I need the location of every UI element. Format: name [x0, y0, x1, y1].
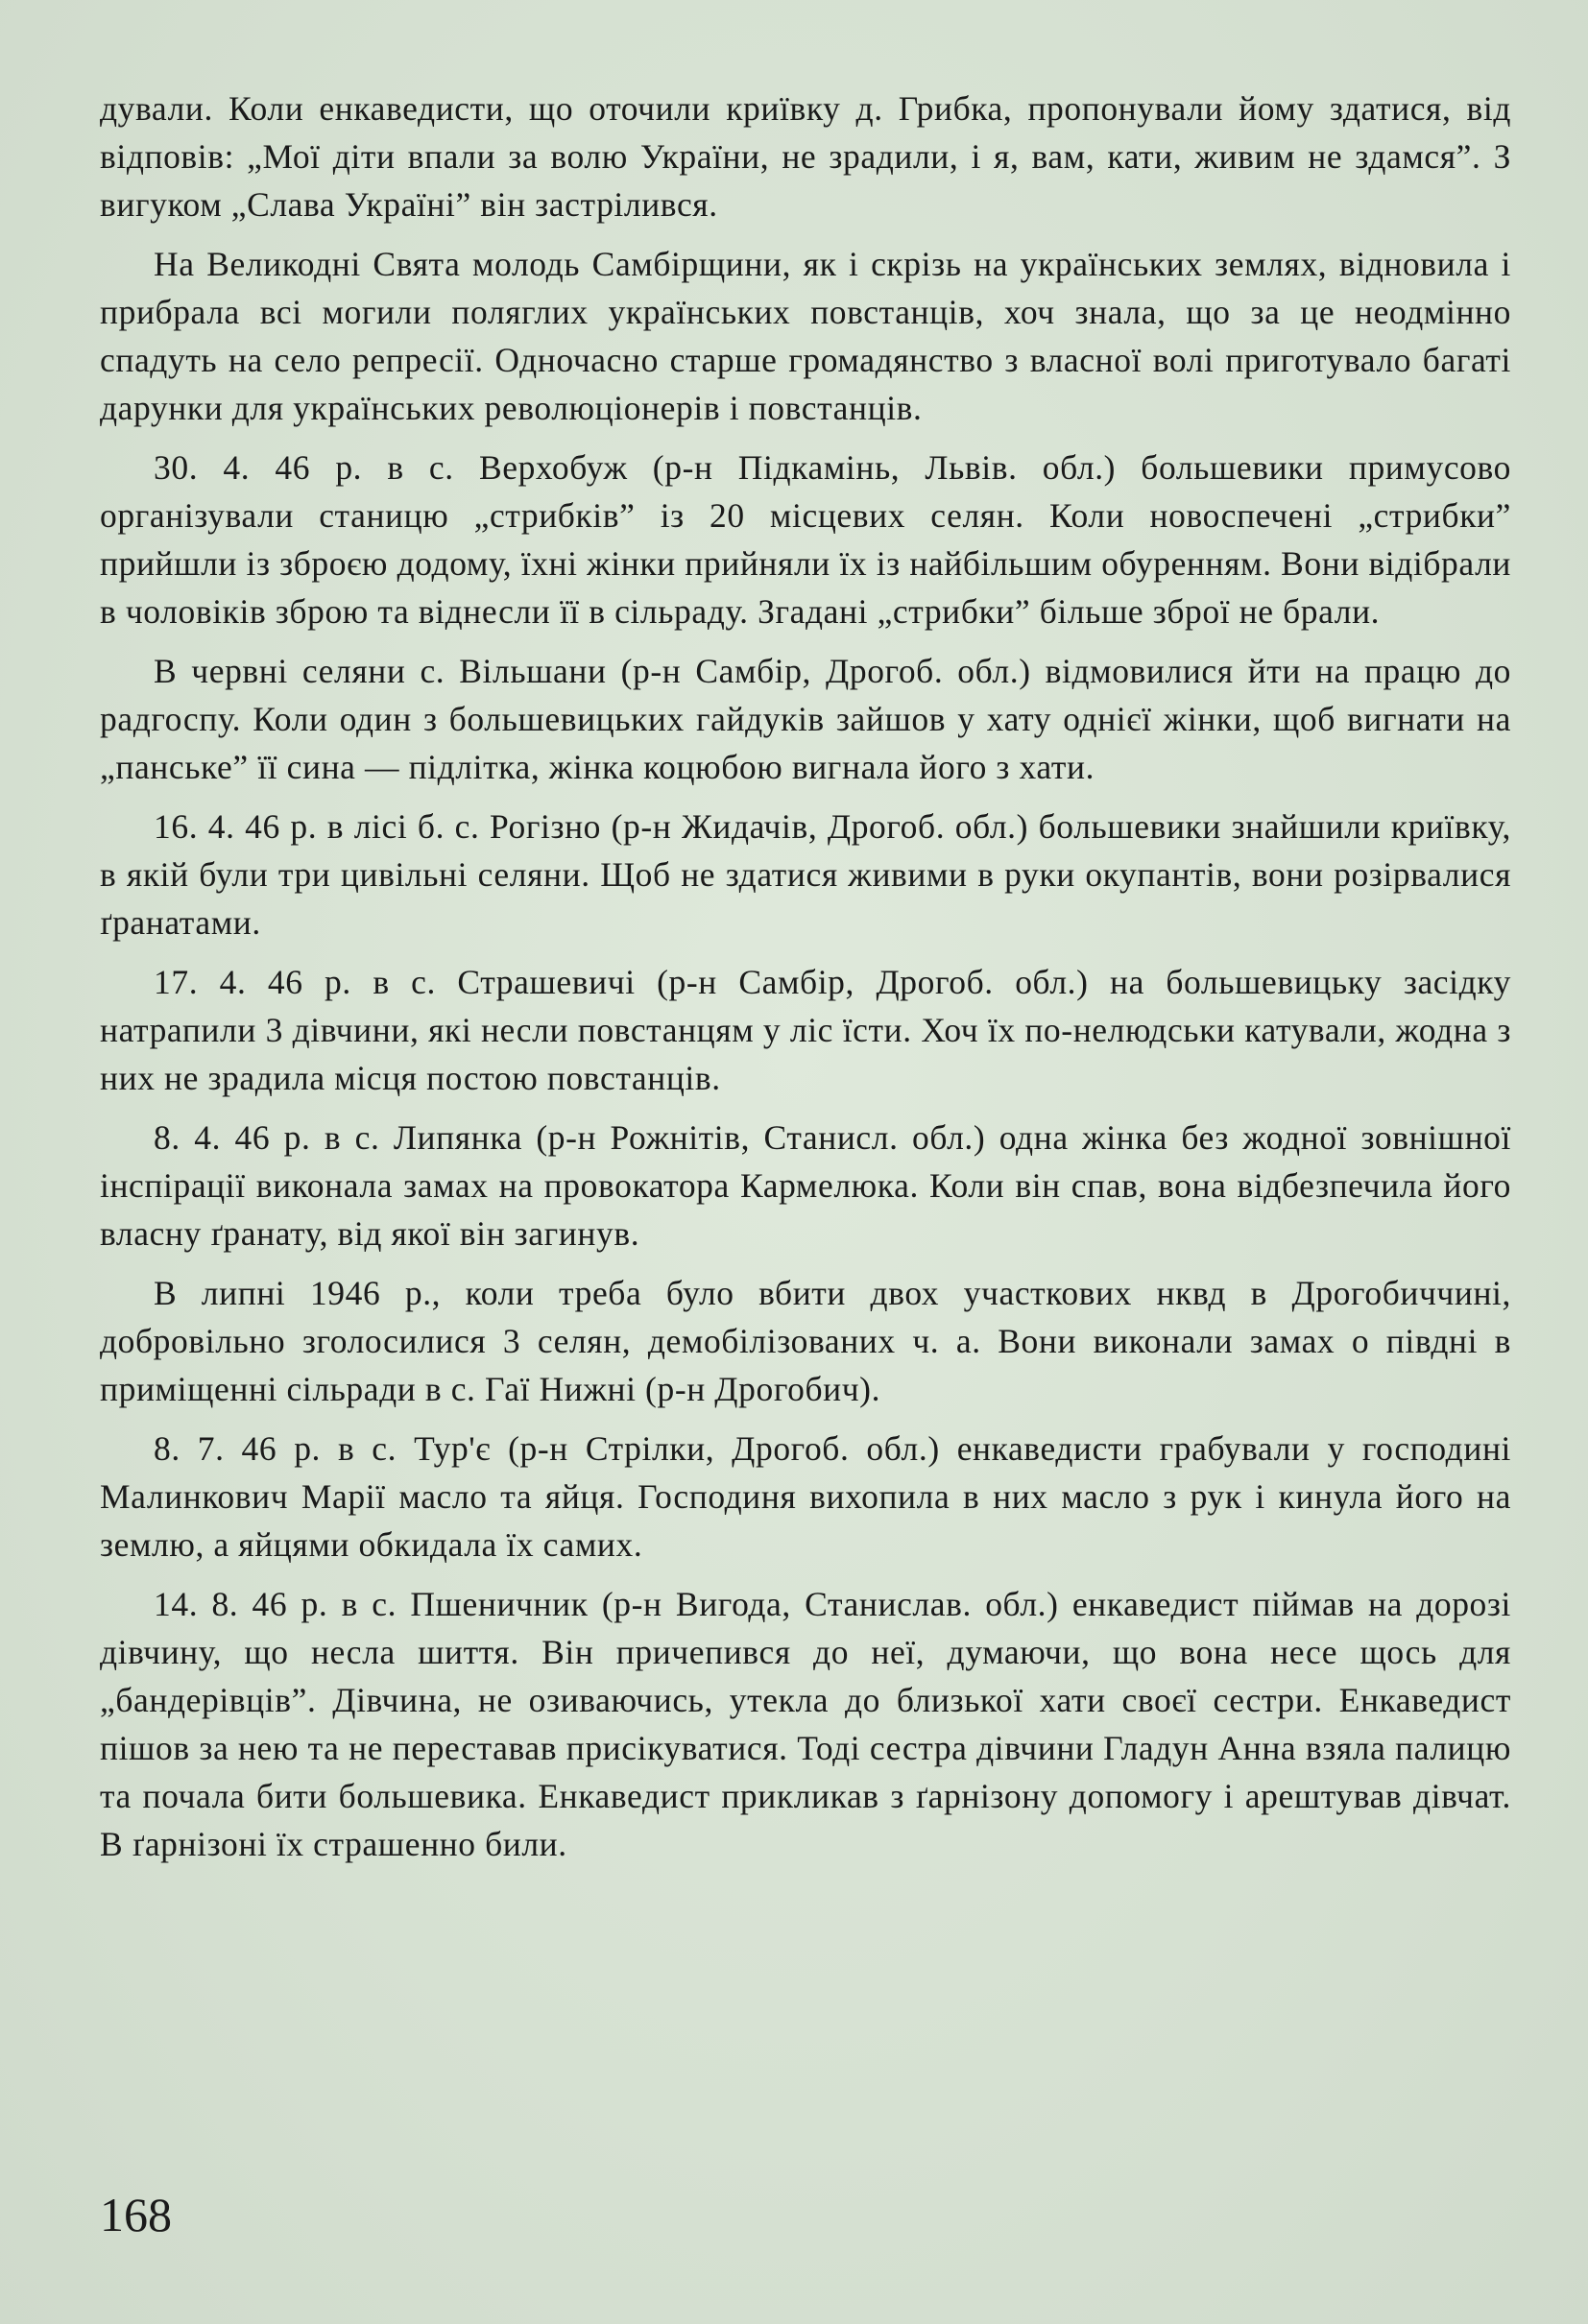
paragraph: 8. 7. 46 р. в с. Тур'є (р-н Стрілки, Дрогоб. обл.) енкаведисти грабували у господині Малинкович Марії масло та яйця. Господиня вихопила в них масло з рук і кинула його на землю, а яйцями обкидала їх самих.: [100, 1429, 1511, 1564]
paragraph: 16. 4. 46 р. в лісі б. с. Рогізно (р-н Жидачів, Дрогоб. обл.) большевики знайшили криївку, в якій були три цивільні селяни. Щоб не здатися живими в руки окупантів, вони розірвалися ґранатами.: [100, 807, 1511, 942]
paragraph: 17. 4. 46 р. в с. Страшевичі (р-н Самбір, Дрогоб. обл.) на большевицьку засідку натрапили 3 дівчини, які несли повстанцям у ліс їсти. Хоч їх по-нелюдськи катували, жодна з них не зрадила місця постою повстанців.: [100, 963, 1511, 1097]
paragraph: 30. 4. 46 р. в с. Верхобуж (р-н Підкамінь, Львів. обл.) большевики примусово організували станицю „стрибків” із 20 місцевих селян. Коли новоспечені „стрибки” прийшли із зброєю додому, їхні жінки прийняли їх із найбільшим обуренням. Вони відібрали в чоловіків зброю та віднесли її в сільраду. Згадані „стрибки” більше зброї не брали.: [100, 448, 1511, 631]
page-number: 168: [100, 2188, 172, 2241]
paragraph: 14. 8. 46 р. в с. Пшеничник (р-н Вигода, Станислав. обл.) енкаведист піймав на дорозі дівчину, що несла шиття. Він причепився до неї, думаючи, що вона несе щось для „бандерівців”. Дівчина, не озиваючись, утекла до близької хати своєї сестри. Енкаведист пішов за нею та не переставав присікуватися. Тоді сестра дівчини Гладун Анна взяла палицю та почала бити большевика. Енкаведист прикликав з ґарнізону допомогу і арештував дівчат. В ґарнізоні їх страшенно били.: [100, 1585, 1511, 1863]
paragraph: В липні 1946 р., коли треба було вбити двох участкових нквд в Дрогобиччині, добровільно зголосилися 3 селян, демобілізованих ч. а. Вони виконали замах о півдні в приміщенні сільради в с. Гаї Нижні (р-н Дрогобич).: [100, 1274, 1511, 1408]
body-text: [100, 84, 1511, 1880]
paragraph: 8. 4. 46 р. в с. Липянка (р-н Рожнітів, Станисл. обл.) одна жінка без жодної зовнішної інспірації виконала замах на провокатора Кармелюка. Коли він спав, вона відбезпечила його власну ґранату, від якої він загинув.: [100, 1118, 1511, 1253]
paragraph: дували. Коли енкаведисти, що оточили криївку д. Грибка, пропонували йому здатися, від відповів: „Мої діти впали за волю України, не зрадили, і я, вам, кати, живим не здамся”. З вигуком „Слава Україні” він застрілився.: [100, 89, 1511, 224]
paragraph: В червні селяни с. Вільшани (р-н Самбір, Дрогоб. обл.) відмовилися йти на працю до радгоспу. Коли один з большевицьких гайдуків зайшов у хату однієї жінки, щоб вигнати на „панське” її сина — підлітка, жінка коцюбою вигнала його з хати.: [100, 652, 1511, 786]
paragraph: На Великодні Свята молодь Самбірщини, як і скрізь на українських землях, відновила і прибрала всі могили поляглих українських повстанців, хоч знала, що за це неодмінно спадуть на село репресії. Одночасно старше громадянство з власної волі приготувало багаті дарунки для українських революціонерів і повстанців.: [100, 245, 1511, 427]
